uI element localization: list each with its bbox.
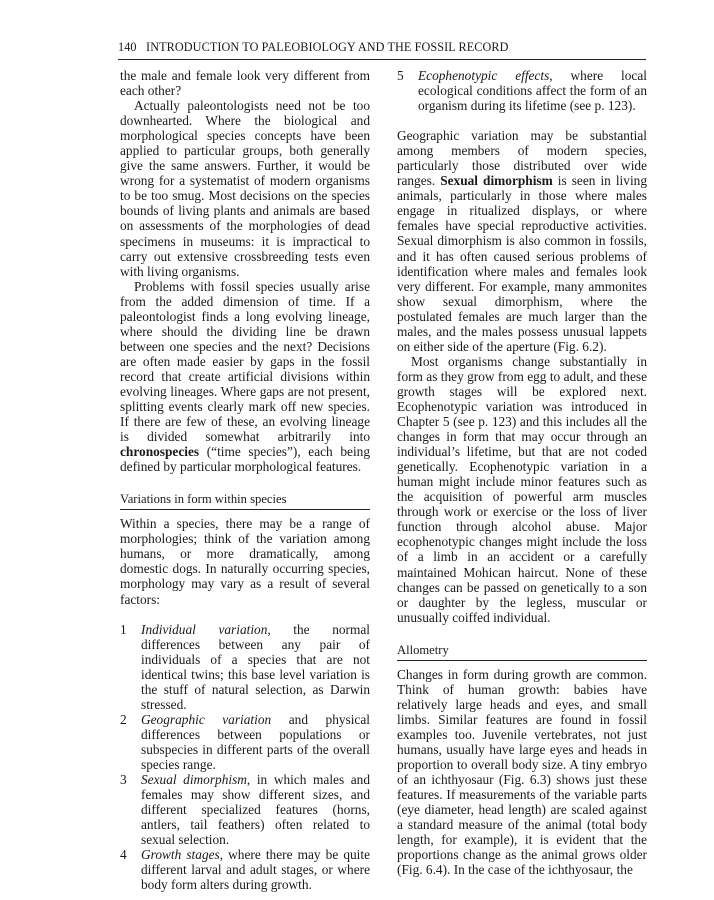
- paragraph-continuation: the male and female look very different from each other?: [120, 68, 370, 99]
- right-column: [397, 68, 647, 877]
- list-item: 4 Growth stages, where there may be quite different larval and adult stages, or where body form alters during growth.: [120, 847, 371, 893]
- paragraph-variation-intro: Within a species, there may be a range of morphologies; think of the variation among humans, or more dramatically, among domestic dogs. In naturally occurring species, morphology may vary as a result of several factors:: [120, 516, 370, 607]
- factor-list-continued: [397, 68, 647, 113]
- list-item: 2 Geographic variation and physical differences between populations or subspecies in different parts of the overall species range.: [120, 711, 370, 772]
- running-header: [118, 40, 646, 60]
- paragraph-species-concepts: Actually paleontologists need not be too downhearted. Where the biological and morphological species concepts have been applied to particular groups, both generally give the same answers. Further, it would be wrong for a systematist of modern organisms to be too smug. Most decisions on the species bounds of living plants and animals are based on assessments of the morphologies of dead specimens in museums: it is impractical to carry out extensive crossbreeding tests even with living organisms.: [120, 98, 370, 279]
- running-title: INTRODUCTION TO PALEOBIOLOGY AND THE FOSSIL RECORD: [146, 40, 509, 54]
- paragraph-dimorphism: Geographic variation may be substantial among members of modern species, particularly those distributed over wide ranges. Sexual dimorphism is seen in living animals, particularly in those where males engage in ritualized displays, or where females have special reproductive activities. Sexual dimorphism is also common in fossils, and it has often caused serious problems of identification where males and females look very different. For example, many ammonites show sexual dimorphism, where the postulated females are much larger than the males, and the males possess unusual lappets on either side of the aperture (Fig. 6.2).: [397, 128, 647, 354]
- term-chronospecies: chronospecies: [120, 444, 200, 460]
- section-heading-variations: Variations in form within species: [120, 492, 370, 510]
- paragraph-allometry: Changes in form during growth are common. Think of human growth: babies have relatively large heads and eyes, and small limbs. Similar features are found in fossil examples too. Juvenile vertebrates, not just humans, usually have large eyes and heads in proportion to overall body size. A tiny embryo of an ichthyosaur (Fig. 6.3) shows just these features. If measurements of the variable parts (eye diameter, head length) are scaled against a standard measure of the animal (total body length, for example), it is evident that the proportions change as the animal grows older (Fig. 6.4). In the case of the ichthyosaur, the: [397, 666, 647, 878]
- list-item: 1 Individual variation, the normal differences between any pair of individuals of a species that are not identical twins; this base level variation is the stuff of natural selection, as Darwin stressed.: [120, 621, 371, 712]
- list-item: 5 Ecophenotypic effects, where local ecological conditions affect the form of an organism during its lifetime (see p. 123).: [397, 68, 647, 114]
- page-number: 140: [118, 40, 137, 54]
- section-heading-allometry: Allometry: [397, 643, 647, 661]
- left-column: [120, 68, 370, 892]
- paragraph-ecophenotypic: Most organisms change substantially in form as they grow from egg to adult, and these growth stages will be explored next. Ecophenotypic variation was introduced in Chapter 5 (see p. 123) and this includes all the changes in form that may occur through an individual’s lifetime, but that are not coded genetically. Ecophenotypic variation in a human might include minor features such as the acquisition of powerful arm muscles through work or exercise or the loss of liver function through alcohol abuse. Major ecophenotypic changes might include the loss of a limb in an accident or a carefully maintained Mohican haircut. None of these changes can be passed on genetically to a son or daughter by the legless, muscular or unusually coiffed individual.: [397, 353, 647, 625]
- factor-list: [120, 622, 370, 893]
- paragraph-fossil-species: Problems with fossil species usually arise from the added dimension of time. If a paleontologist finds a long evolving lineage, where should the dividing line be drawn between one species and the next? Decisions are often made easier by gaps in the fossil record that create artificial divisions within evolving lineages. Where gaps are not present, splitting events clearly mark off new species. If there are few of these, an evolving lineage is divided somewhat arbitrarily into chronospecies (“time species”), each being defined by particular morphological features.: [120, 278, 370, 475]
- list-item: 3 Sexual dimorphism, in which males and females may show different sizes, and different specialized features (horns, antlers, tail feathers) often related to sexual selection.: [120, 772, 370, 848]
- term-sexual-dimorphism: Sexual dimorphism: [440, 173, 553, 189]
